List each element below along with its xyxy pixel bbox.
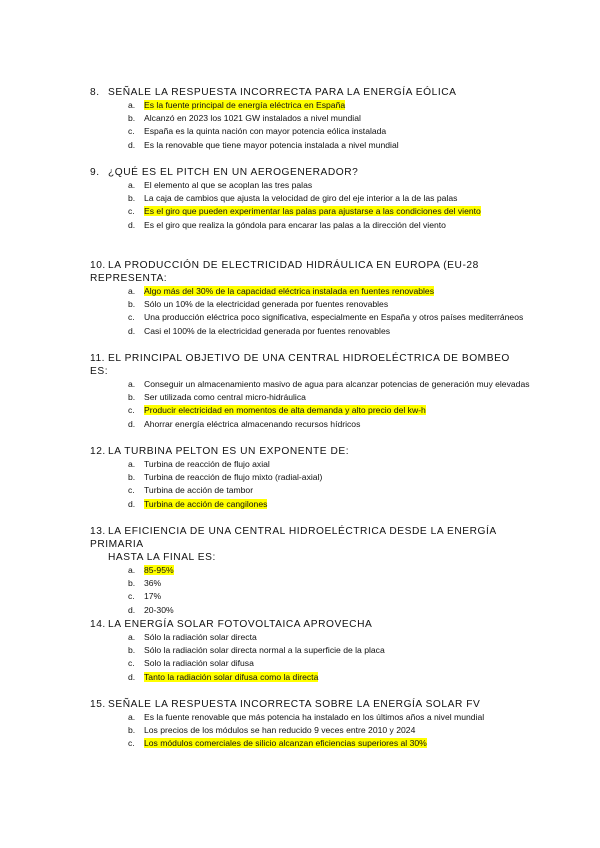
- option-letter: b.: [128, 193, 136, 204]
- option-text: Es la fuente renovable que más potencia ha instalado en los últimos años a nivel mundial: [144, 712, 485, 722]
- question-number: 15.: [90, 699, 106, 710]
- option-a[interactable]: [90, 179, 530, 192]
- option-letter: b.: [128, 725, 136, 736]
- option-b[interactable]: [90, 192, 530, 205]
- option-letter: a.: [128, 286, 136, 296]
- option-text: Turbina de reacción de flujo mixto (radial-axial): [144, 472, 323, 483]
- option-text: Conseguir un almacenamiento masivo de agua para alcanzar potencias de generación muy elevadas: [144, 379, 530, 389]
- question-text-continued: HASTA LA FINAL ES:: [108, 552, 216, 563]
- option-text: Sólo la radiación solar directa: [144, 632, 257, 642]
- option-d[interactable]: [90, 139, 530, 152]
- option-c[interactable]: [90, 404, 530, 417]
- option-text: Turbina de acción de tambor: [144, 485, 254, 496]
- question-title: [90, 86, 530, 99]
- option-b[interactable]: [90, 298, 530, 311]
- option-c[interactable]: [90, 311, 530, 324]
- question-10: [90, 259, 530, 338]
- question-number: 14.: [90, 619, 106, 630]
- question-number: 12.: [90, 446, 106, 457]
- question-number: 10.: [90, 260, 106, 271]
- option-letter: a.: [128, 459, 136, 469]
- option-letter: d.: [128, 671, 136, 682]
- question-title: [90, 352, 530, 378]
- question-15: [90, 698, 530, 751]
- option-text: Alcanzó en 2023 los 1021 GW instalados a nivel mundial: [144, 113, 361, 124]
- question-title: [90, 445, 530, 458]
- question-9: [90, 166, 530, 232]
- option-text-highlighted: Producir electricidad en momentos de alta demanda y alto precio del kw-h: [144, 405, 426, 416]
- option-text: 20-30%: [144, 604, 174, 615]
- option-text: Sólo la radiación solar directa normal a la superficie de la placa: [144, 645, 385, 656]
- option-text: El elemento al que se acoplan las tres palas: [144, 180, 313, 190]
- option-letter: a.: [128, 180, 136, 190]
- options-list: [90, 378, 530, 431]
- options-list: [90, 285, 530, 338]
- option-text: Casi el 100% de la electricidad generada por fuentes renovables: [144, 325, 391, 336]
- question-title: [90, 618, 530, 631]
- option-text-highlighted: 85-95%: [144, 565, 174, 575]
- option-text: Es el giro que realiza la góndola para encarar las palas a la dirección del viento: [144, 219, 446, 230]
- option-letter: d.: [128, 498, 136, 509]
- option-letter: c.: [128, 658, 135, 669]
- option-letter: a.: [128, 100, 136, 110]
- option-letter: c.: [128, 206, 135, 217]
- option-a[interactable]: [90, 631, 530, 644]
- option-a[interactable]: [90, 99, 530, 112]
- option-letter: c.: [128, 591, 135, 602]
- option-d[interactable]: [90, 325, 530, 338]
- question-11: [90, 352, 530, 431]
- option-text: España es la quinta nación con mayor potencia eólica instalada: [144, 126, 387, 137]
- option-b[interactable]: [90, 112, 530, 125]
- option-letter: d.: [128, 325, 136, 336]
- option-b[interactable]: [90, 724, 530, 737]
- option-text: Es la renovable que tiene mayor potencia instalada a nivel mundial: [144, 139, 399, 150]
- question-13: [90, 525, 530, 617]
- option-c[interactable]: [90, 737, 530, 750]
- option-letter: a.: [128, 632, 136, 642]
- option-letter: b.: [128, 472, 136, 483]
- option-letter: b.: [128, 645, 136, 656]
- option-text-highlighted: Es la fuente principal de energía eléctrica en España: [144, 100, 346, 110]
- question-number: 11.: [90, 353, 106, 364]
- option-d[interactable]: [90, 219, 530, 232]
- option-a[interactable]: [90, 564, 530, 577]
- question-text: LA TURBINA PELTON ES UN EXPONENTE DE:: [108, 446, 350, 457]
- question-text: LA PRODUCCIÓN DE ELECTRICIDAD HIDRÁULICA EN EUROPA (EU-28 REPRESENTA:: [90, 260, 479, 284]
- question-14: [90, 618, 530, 684]
- option-letter: a.: [128, 712, 136, 722]
- option-text-highlighted: Los módulos comerciales de silicio alcanzan eficiencias superiores al 30%: [144, 738, 427, 749]
- question-title: [90, 259, 530, 285]
- option-text-highlighted: Tanto la radiación solar difusa como la directa: [144, 671, 319, 682]
- question-text: EL PRINCIPAL OBJETIVO DE UNA CENTRAL HIDROELÉCTRICA DE BOMBEO ES:: [90, 353, 510, 377]
- option-text: 36%: [144, 578, 162, 589]
- option-letter: c.: [128, 405, 135, 416]
- option-letter: d.: [128, 219, 136, 230]
- option-c[interactable]: [90, 205, 530, 218]
- option-text-highlighted: Algo más del 30% de la capacidad eléctrica instalada en fuentes renovables: [144, 286, 434, 296]
- question-text: ¿QUÉ ES EL PITCH EN UN AEROGENERADOR?: [108, 167, 359, 178]
- option-d[interactable]: [90, 418, 530, 431]
- option-b[interactable]: [90, 391, 530, 404]
- option-c[interactable]: [90, 590, 530, 603]
- option-letter: b.: [128, 113, 136, 124]
- option-d[interactable]: [90, 498, 530, 511]
- option-a[interactable]: [90, 378, 530, 391]
- option-a[interactable]: [90, 458, 530, 471]
- options-list: [90, 179, 530, 232]
- option-text-highlighted: Turbina de acción de cangilones: [144, 498, 268, 509]
- option-letter: d.: [128, 604, 136, 615]
- question-text: LA ENERGÍA SOLAR FOTOVOLTAICA APROVECHA: [108, 619, 373, 630]
- option-letter: c.: [128, 312, 135, 323]
- option-d[interactable]: [90, 671, 530, 684]
- options-list: [90, 99, 530, 152]
- question-title: [90, 166, 530, 179]
- option-text: Los precios de los módulos se han reducido 9 veces entre 2010 y 2024: [144, 725, 416, 736]
- question-8: [90, 86, 530, 152]
- question-number: 9.: [90, 167, 100, 178]
- option-text: 17%: [144, 591, 162, 602]
- option-letter: c.: [128, 126, 135, 137]
- question-number: 13.: [90, 526, 106, 537]
- question-number: 8.: [90, 87, 100, 98]
- question-text: LA EFICIENCIA DE UNA CENTRAL HIDROELÉCTRICA DESDE LA ENERGÍA PRIMARIA: [90, 526, 497, 550]
- option-text-highlighted: Es el giro que pueden experimentar las palas para ajustarse a las condiciones del viento: [144, 206, 481, 217]
- option-letter: d.: [128, 139, 136, 150]
- option-b[interactable]: [90, 644, 530, 657]
- option-b[interactable]: [90, 577, 530, 590]
- options-list: [90, 564, 530, 617]
- option-letter: c.: [128, 485, 135, 496]
- option-letter: a.: [128, 379, 136, 389]
- question-12: [90, 445, 530, 511]
- option-text: Ser utilizada como central micro-hidráulica: [144, 392, 306, 403]
- option-text: Ahorrar energía eléctrica almacenando recursos hídricos: [144, 418, 361, 429]
- option-letter: c.: [128, 738, 135, 749]
- options-list: [90, 458, 530, 511]
- option-c[interactable]: [90, 125, 530, 138]
- option-a[interactable]: [90, 711, 530, 724]
- option-c[interactable]: [90, 484, 530, 497]
- option-letter: b.: [128, 578, 136, 589]
- option-d[interactable]: [90, 604, 530, 617]
- question-title: [90, 525, 530, 564]
- question-title: [90, 698, 530, 711]
- option-text: Turbina de reacción de flujo axial: [144, 459, 270, 469]
- option-c[interactable]: [90, 657, 530, 670]
- options-list: [90, 711, 530, 751]
- option-text: La caja de cambios que ajusta la velocidad de giro del eje interior a la de las palas: [144, 193, 458, 204]
- options-list: [90, 631, 530, 684]
- option-text: Una producción eléctrica poco significativa, especialmente en España y otros países mediterráneos: [144, 312, 524, 323]
- option-letter: a.: [128, 565, 136, 575]
- option-letter: b.: [128, 299, 136, 310]
- question-text: SEÑALE LA RESPUESTA INCORRECTA SOBRE LA ENERGÍA SOLAR FV: [108, 699, 481, 710]
- question-text: SEÑALE LA RESPUESTA INCORRECTA PARA LA ENERGÍA EÓLICA: [108, 87, 457, 98]
- option-text: Sólo un 10% de la electricidad generada por fuentes renovables: [144, 299, 389, 310]
- option-b[interactable]: [90, 471, 530, 484]
- option-letter: d.: [128, 418, 136, 429]
- option-a[interactable]: [90, 285, 530, 298]
- option-letter: b.: [128, 392, 136, 403]
- option-text: Solo la radiación solar difusa: [144, 658, 254, 669]
